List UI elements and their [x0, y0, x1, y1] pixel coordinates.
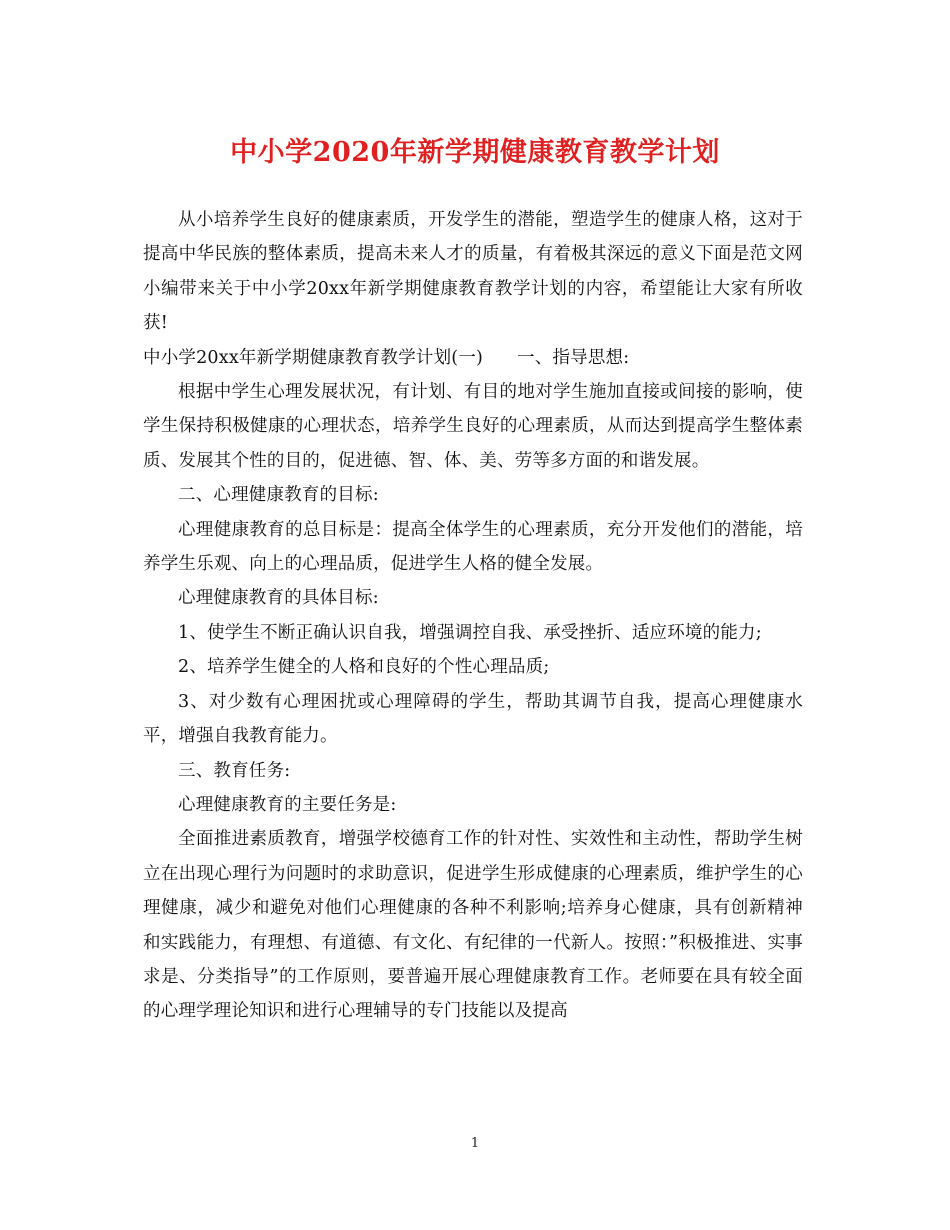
guiding-ideology-paragraph: 根据中学生心理发展状况，有计划、有目的地对学生施加直接或间接的影响，使学生保持积极健康的心理状态，培养学生良好的心理素质，从而达到提高学生整体素质、发展其个性的目的，促进德、智、体、美、劳等多方面的和谐发展。: [143, 382, 803, 471]
goal-item-3: 3、对少数有心理困扰或心理障碍的学生，帮助其调节自我，提高心理健康水平，增强自我教育能力。: [143, 691, 803, 747]
goal-item-1: 1、使学生不断正确认识自我，增强调控自我、承受挫折、适应环境的能力;: [178, 622, 762, 643]
section-title-line: [143, 341, 803, 375]
section-title: 中小学20xx年新学期健康教育教学计划(一): [143, 347, 484, 368]
document-body: [143, 203, 803, 1029]
document-title: 中小学2020年新学期健康教育教学计划: [230, 137, 720, 168]
intro-paragraph: 从小培养学生良好的健康素质，开发学生的潜能，塑造学生的健康人格，这对于提高中华民族的整体素质，提高未来人才的质量，有着极其深远的意义下面是范文网小编带来关于中小学20xx年新学期健康教育教学计划的内容，希望能让大家有所收获!: [143, 210, 803, 334]
tasks-paragraph: 全面推进素质教育，增强学校德育工作的针对性、实效性和主动性，帮助学生树立在出现心理行为问题时的求助意识，促进学生形成健康的心理素质，维护学生的心理健康，减少和避免对他们心理健康的各种不利影响;培养身心健康，具有创新精神和实践能力，有理想、有道德、有文化、有纪律的一代新人。按照：”积极推进、实事求是、分类指导”的工作原则，要普遍开展心理健康教育工作。老师要在具有较全面的心理学理论知识和进行心理辅导的专门技能以及提高: [143, 829, 803, 1022]
heading-guiding-ideology: 一、指导思想:: [517, 347, 630, 368]
goal-item-2: 2、培养学生健全的人格和良好的个性心理品质;: [178, 657, 550, 678]
main-tasks-heading: 心理健康教育的主要任务是:: [178, 794, 397, 815]
specific-goals-heading: 心理健康教育的具体目标:: [178, 588, 379, 609]
page-number: 1: [470, 1136, 480, 1151]
overall-goal-paragraph: 心理健康教育的总目标是：提高全体学生的心理素质，充分开发他们的潜能，培养学生乐观、向上的心理品质，促进学生人格的健全发展。: [143, 519, 803, 575]
heading-goals: 二、心理健康教育的目标:: [178, 485, 379, 506]
heading-tasks: 三、教育任务:: [178, 760, 291, 781]
